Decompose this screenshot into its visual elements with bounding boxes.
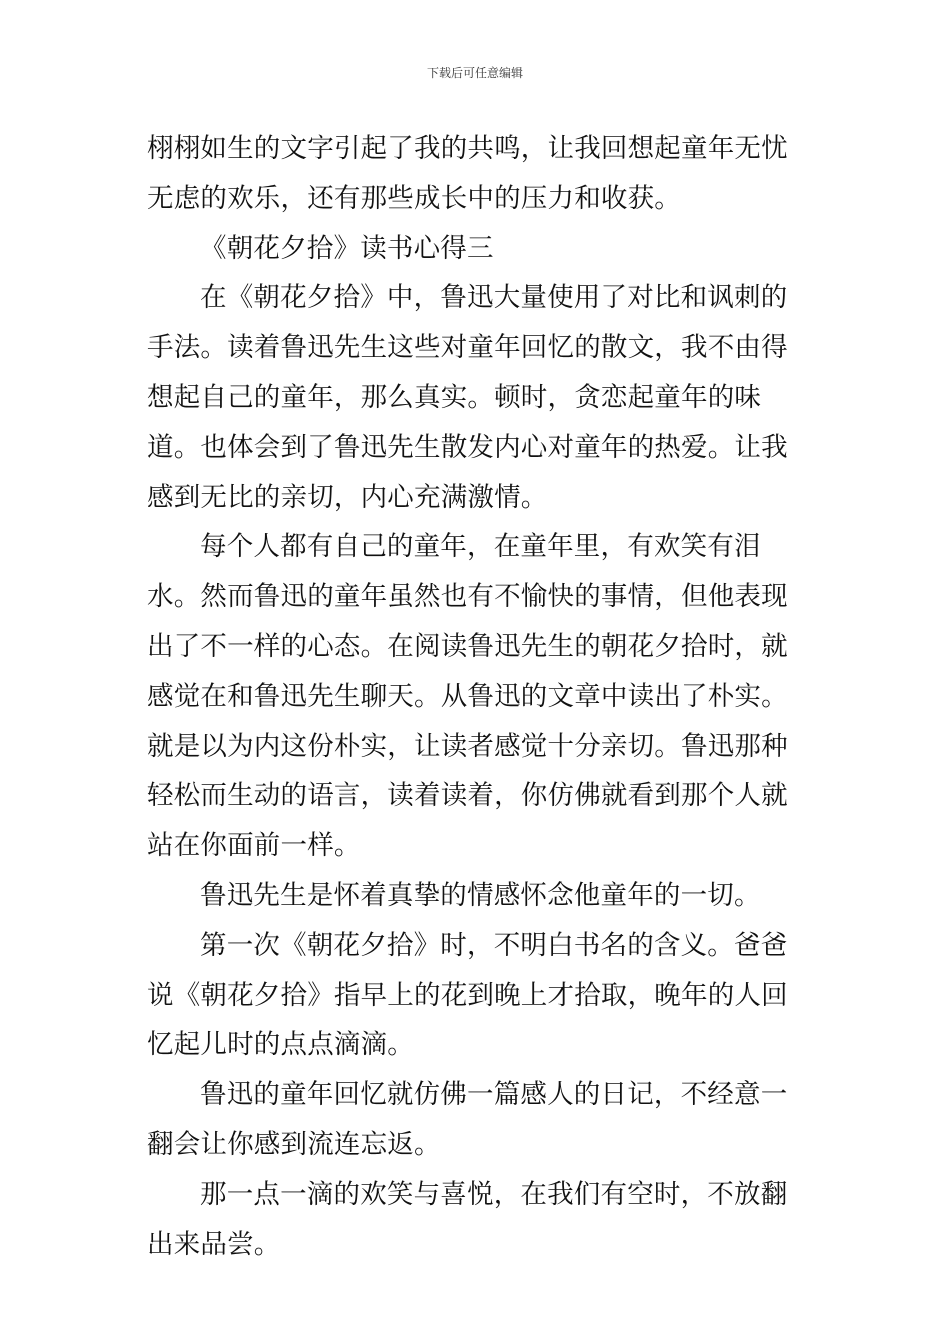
page-header: 下载后可任意编辑 bbox=[426, 66, 523, 80]
paragraph: 每个人都有自己的童年，在童年里，有欢笑有泪水。然而鲁迅的童年虽然也有不愉快的事情，但他表现出了不一样的心态。在阅读鲁迅先生的朝花夕拾时，就感觉在和鲁迅先生聊天。从鲁迅的文章中读出了朴实。就是以为内这份朴实，让读者感觉十分亲切。鲁迅那种轻松而生动的语言，读着读着，你仿佛就看到那个人就站在你面前一样。 bbox=[147, 531, 788, 862]
document-body bbox=[147, 124, 809, 1269]
paragraph: 鲁迅的童年回忆就仿佛一篇感人的日记，不经意一翻会让你感到流连忘返。 bbox=[147, 1079, 788, 1160]
section-heading: 《朝花夕拾》读书心得三 bbox=[200, 232, 494, 264]
paragraph-continuation: 栩栩如生的文字引起了我的共鸣，让我回想起童年无忧无虑的欢乐，还有那些成长中的压力和收获。 bbox=[147, 133, 788, 214]
paragraph: 那一点一滴的欢笑与喜悦，在我们有空时，不放翻出来品尝。 bbox=[147, 1178, 788, 1260]
paragraph: 鲁迅先生是怀着真挚的情感怀念他童年的一切。 bbox=[200, 879, 761, 911]
paragraph: 第一次《朝花夕拾》时，不明白书名的含义。爸爸说《朝花夕拾》指早上的花到晚上才拾取，晚年的人回忆起儿时的点点滴滴。 bbox=[147, 929, 788, 1061]
paragraph: 在《朝花夕拾》中，鲁迅大量使用了对比和讽刺的手法。读着鲁迅先生这些对童年回忆的散文，我不由得想起自己的童年，那么真实。顿时，贪恋起童年的味道。也体会到了鲁迅先生散发内心对童年的热爱。让我感到无比的亲切，内心充满激情。 bbox=[147, 282, 788, 513]
